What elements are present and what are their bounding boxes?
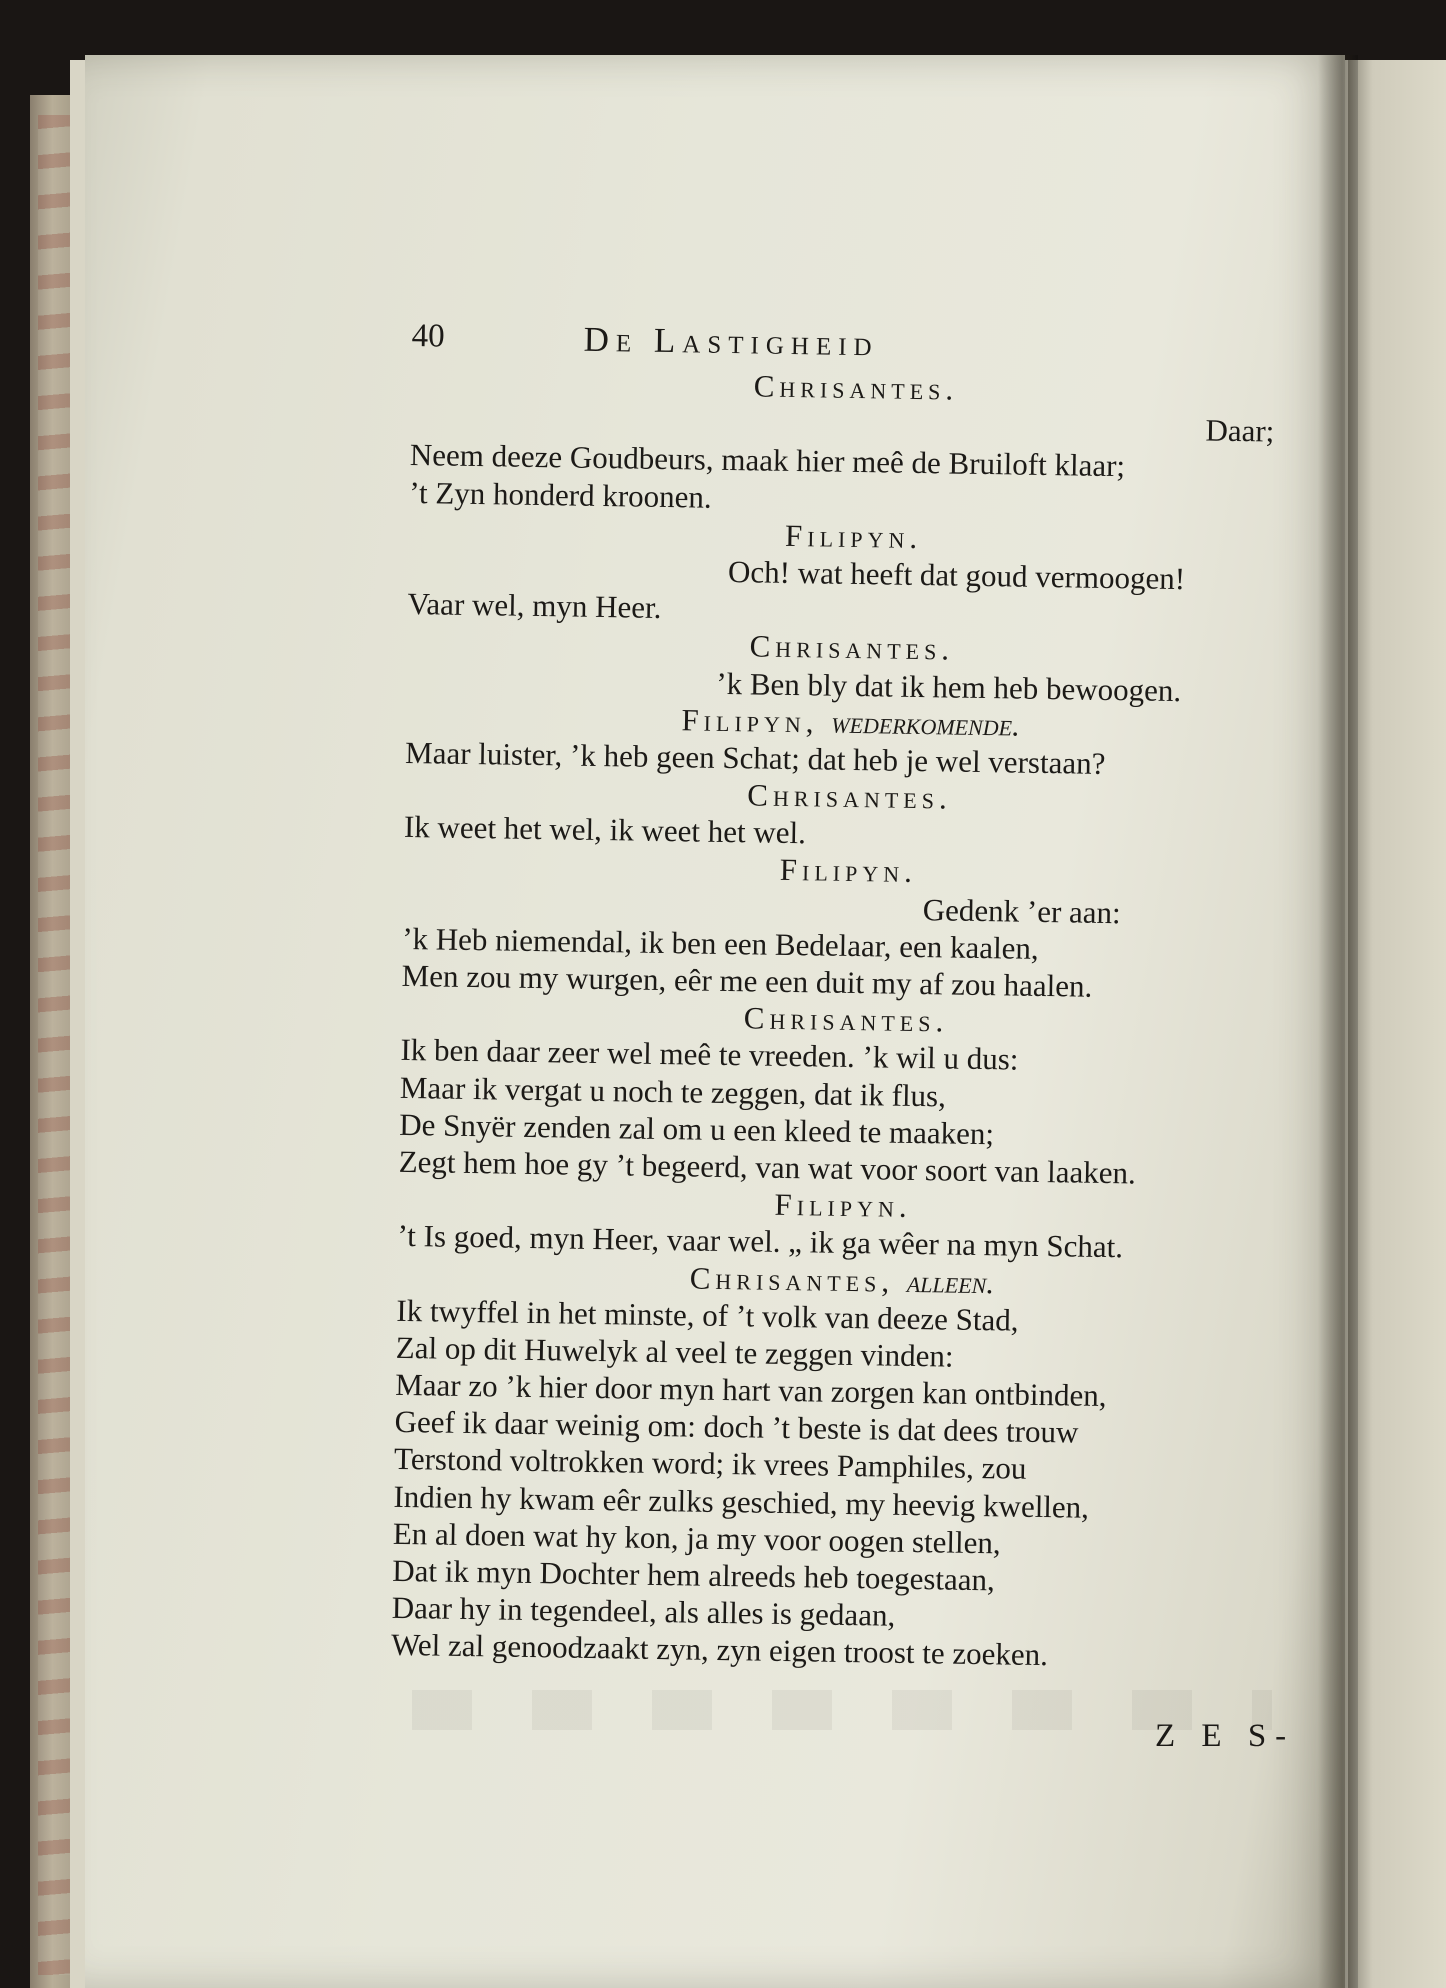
speaker-name: Chrisantes, [689, 1259, 895, 1299]
verse-line: Maar ik vergat u noch te zeggen, dat ik flus, [399, 1069, 947, 1114]
verse-line: ’k Ben bly dat ik hem heb bewoogen. [716, 665, 1182, 708]
page-gutter-shadow [1318, 55, 1358, 1988]
verse-line: ’k Heb niemendal, ik ben een Bedelaar, een kaalen, [401, 920, 1039, 966]
verse-line: Indien hy kwam eêr zulks geschied, my heevig kwellen, [393, 1478, 1090, 1525]
speaker-name: Chrisantes. [747, 777, 953, 816]
verse-line: Ik ben daar zeer wel meê te vreeden. ’k wil u dus: [400, 1032, 1019, 1077]
catchword: Z E S- [1155, 1718, 1296, 1754]
verse-line: Wel zal genoodzaakt zyn, zyn eigen troost te zoeken. [390, 1627, 1049, 1673]
verse-line: Dat ik myn Dochter hem alreeds heb toegestaan, [392, 1552, 996, 1598]
verse-line: Maar luister, ’k heb geen Schat; dat heb je wel verstaan? [404, 734, 1106, 781]
running-title: De Lastigheid [583, 319, 879, 364]
verse-line: Maar zo ’k hier door myn hart van zorgen kan ontbinden, [394, 1366, 1107, 1414]
verse-line: Ik twyffel in het minste, of ’t volk van deeze Stad, [396, 1292, 1019, 1338]
facing-page [1348, 60, 1446, 1988]
speaker-name: Filipyn, [681, 701, 819, 740]
verse-line: Ik weet het wel, ik weet het wel. [403, 809, 807, 851]
verse-line: ’t Is goed, myn Heer, vaar wel. „ ik ga wêer na myn Schat. [397, 1218, 1124, 1265]
verse-line: Zal op dit Huwelyk al veel te zeggen vinden: [395, 1329, 954, 1374]
verse-line: Terstond voltrokken word; ik vrees Pamphiles, zou [393, 1441, 1027, 1487]
speaker-name: Chrisantes. [753, 368, 959, 407]
speaker-name: Filipyn. [784, 517, 923, 555]
stage-direction: alleen. [906, 1263, 995, 1300]
show-through [412, 1690, 1272, 1730]
verse-line: Men zou my wurgen, eêr me een duit my af zou haalen. [401, 957, 1093, 1004]
verse-line: De Snyër zenden zal om u een kleed te maaken; [399, 1106, 995, 1151]
speaker-name: Filipyn. [774, 1186, 912, 1225]
verse-line: Neem deeze Goudbeurs, maak hier meê de Bruiloft klaar; [409, 437, 1126, 484]
verse-line: Daar; [1205, 412, 1275, 449]
verse-line: Gedenk ’er aan: [922, 891, 1121, 930]
verse-line: Zegt hem hoe gy ’t begeerd, van wat voor soort van laaken. [398, 1143, 1137, 1191]
verse-line: En al doen wat hy kon, ja my voor oogen stellen, [392, 1515, 1001, 1561]
play-text [391, 362, 1281, 1677]
speaker-name: Chrisantes. [749, 628, 955, 667]
verse-line: Och! wat heeft dat goud vermoogen! [727, 553, 1186, 597]
verse-line: Vaar wel, myn Heer. [407, 586, 662, 626]
page-text [391, 318, 1282, 1677]
verse-line: ’t Zyn honderd kroonen. [408, 474, 712, 515]
verse-line: Geef ik daar weinig om: doch ’t beste is dat dees trouw [394, 1404, 1079, 1450]
speaker-name: Filipyn. [779, 852, 918, 890]
verse-line: Daar hy in tegendeel, als alles is gedaan, [391, 1590, 896, 1633]
page-number: 40 [411, 318, 445, 355]
stage-direction: wederkomende. [831, 704, 1021, 743]
speaker-name: Chrisantes. [743, 1000, 949, 1039]
